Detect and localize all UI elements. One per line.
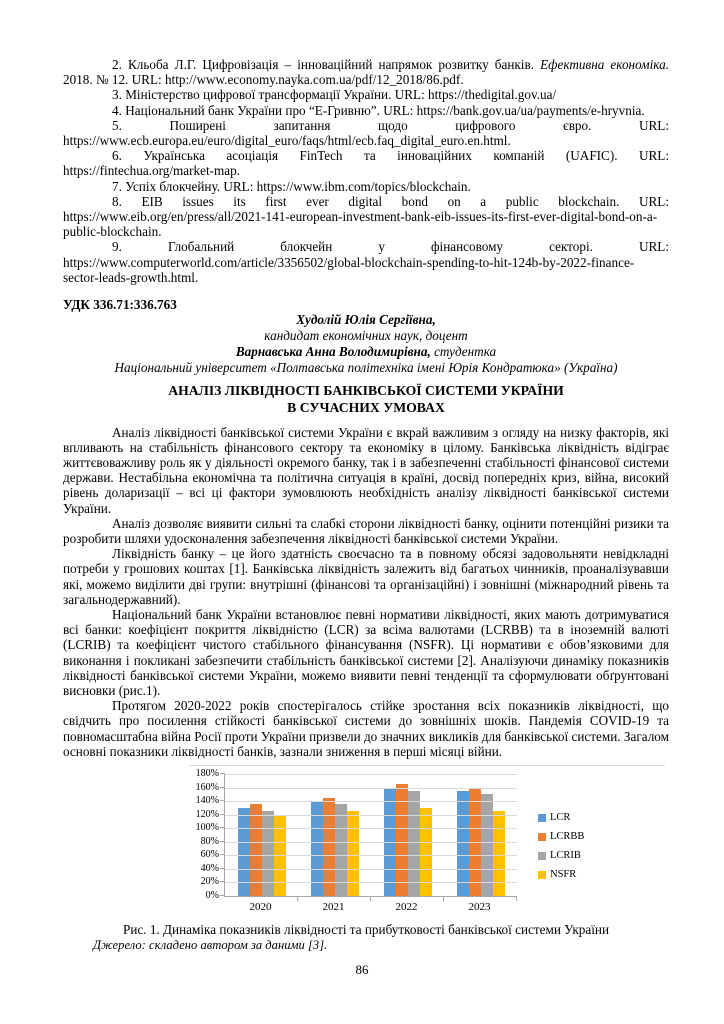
reference-item-5 (63, 118, 669, 148)
gridline (225, 855, 517, 856)
gridline (225, 801, 517, 802)
chart-x-axis (224, 901, 516, 913)
legend-swatch-icon (538, 871, 546, 879)
udc-code: УДК 336.71:336.763 (63, 297, 177, 313)
gridline (225, 828, 517, 829)
institution: Національний університет «Полтавська політехніка імені Юрія Кондратюка» (Україна) (114, 359, 618, 375)
gridline (225, 774, 517, 775)
chart-y-axis (189, 768, 222, 902)
reference-text: 8. EIB issues its first ever digital bond on a public blockchain. URL: https://www.eib.org/en/press/all/2021-141-european-investment-bank-eib-issues-its-first-ever-digital-bond-on-a-public-blockchain. (63, 193, 669, 240)
figure-1 (189, 765, 665, 918)
y-tick-label: 160% (195, 782, 219, 794)
reference-item-4 (63, 103, 669, 118)
y-tick-label: 180% (195, 768, 219, 780)
bar-group-2023 (444, 774, 517, 896)
figure-caption: Рис. 1. Динаміка показників ліквідності та прибутковості банківської системи України (123, 922, 609, 938)
bar-lcrib-2020 (262, 811, 274, 896)
reference-text: 9. Глобальний блокчейн у фінансовому секторі. URL: https://www.computerworld.com/article/3356502/global-blockchain-spending-to-hit-124b-by-2022-finance-sector-leads-growth.html. (63, 239, 669, 285)
x-tick-label: 2020 (249, 901, 272, 914)
legend-swatch-icon (538, 852, 546, 860)
y-tick-label: 120% (195, 809, 219, 821)
author-2-degree: студентка (430, 343, 497, 359)
liquidity-bar-chart (189, 766, 665, 918)
paragraph-1: Аналіз ліквідності банківської системи України є вкрай важливим з огляду на низку факторів, які впливають на стабільність фінансового сектору та економіку в цілому. Банківська ліквідність відіграє життєвоважливу роль як у діяльності окремого банку, так і в забезпеченні стабільності фінансової системи держави. Нестабільна економічна та політична ситуація в країні, досвід попередніх криз, війна, високий рівень доларизації – всі ці фактори зумовлюють необхідність аналізу ліквідності банківської системи України. (63, 424, 669, 516)
reference-item-6 (63, 148, 669, 178)
reference-text: 5. Поширені запитання щодо цифрового євро. URL: https://www.ecb.europa.eu/euro/digital_euro/faqs/html/ecb.faq_digital_euro.en.html. (63, 117, 669, 149)
paragraph-5: Протягом 2020-2022 років спостерігалось стійке зростання всіх показників ліквідності, що свідчить про посилення стійкості банківської системи до зовнішніх шоків. Пандемія COVID-19 та повномасштабна війна Росії проти України призвели до значних викликів для банківської системи. Загалом основні показники ліквідності банків, зазнали зниження в перші місяці війни. (63, 698, 669, 759)
reference-item-7 (63, 179, 669, 194)
paragraph-3: Ліквідність банку – це його здатність своєчасно та в повному обсязі задовольняти невідкладні потреби у грошових коштах [1]. Банківська ліквідність залежить від багатьох чинників, проаналізувавши які, можемо виділити дві групи: внутрішні (фінансові та організаційні) і зовнішні (міжнародний рівень та загальнодержавний). (63, 546, 669, 607)
y-tick-label: 140% (195, 795, 219, 807)
bar-group-2020 (225, 774, 298, 896)
gridline (225, 842, 517, 843)
reference-text: 3. Міністерство цифрової трансформації України. URL: https://thedigital.gov.ua/ (112, 87, 557, 103)
bar-lcr-2023 (457, 791, 469, 896)
legend-label: LCRIB (550, 850, 581, 862)
article-title (63, 383, 669, 416)
gridline (225, 882, 517, 883)
reference-item-2 (63, 57, 669, 87)
legend-item-lcrbb (538, 827, 584, 846)
legend-item-lcrib (538, 846, 584, 865)
legend-swatch-icon (538, 814, 546, 822)
x-tick-label: 2022 (395, 901, 418, 914)
figure-source: Джерело: складено автором за даними [3]. (93, 938, 328, 953)
reference-text: 6. Українська асоціація FinTech та інноваційних компаній (UAFIC). URL: https://fintechua.org/market-map. (63, 148, 669, 179)
reference-journal-italic: Ефективна економіка. (540, 57, 669, 72)
legend-item-nsfr (538, 865, 584, 884)
reference-item-3 (63, 87, 669, 102)
paragraph-4: Національний банк України встановлює певні нормативи ліквідності, яких мають дотримуватися всі банки: коефіцієнт покриття ліквідністю (LCR) за всіма валютами (LCRBB) та в іноземній валюті (LCRIB) та коефіцієнт чистого стабільного фінансування (NSFR). Ці нормативи є обов’язковими для виконання і покликані забезпечити стабільність банківської системи [2]. Аналізуючи динаміку показників ліквідності банківської системи України, можемо виявити певні тенденції та сформулювати обґрунтовані висновки (рис.1). (63, 607, 669, 699)
legend-label: NSFR (550, 869, 577, 881)
page-number: 86 (355, 962, 369, 977)
reference-text: 7. Успіх блокчейну. URL: https://www.ibm.com/topics/blockchain. (112, 178, 471, 194)
chart-bars (225, 774, 517, 896)
gridline (225, 869, 517, 870)
bar-group-2022 (371, 774, 444, 896)
legend-label: LCR (550, 812, 571, 824)
y-tick-label: 0% (205, 890, 219, 902)
author-2-line (63, 344, 669, 360)
gridline (225, 788, 517, 789)
y-tick-label: 100% (195, 822, 219, 834)
bar-group-2021 (298, 774, 371, 896)
y-tick-label: 60% (200, 849, 219, 861)
author-2-name: Варнавська Анна Володимирівна, (235, 343, 431, 359)
legend-swatch-icon (538, 833, 546, 841)
reference-item-9 (63, 239, 669, 285)
article-title-line-1: АНАЛІЗ ЛІКВІДНОСТІ БАНКІВСЬКОЇ СИСТЕМИ УКРАЇНИ (168, 383, 564, 399)
paragraph-2: Аналіз дозволяє виявити сильні та слабкі сторони ліквідності банку, оцінити потенційні ризики та розробити шляхи удосконалення забезпечення ліквідності банківської системи України. (63, 515, 669, 547)
y-tick-label: 40% (200, 863, 219, 875)
reference-item-8 (63, 194, 669, 240)
article-title-line-2: В СУЧАСНИХ УМОВАХ (287, 400, 445, 416)
bar-lcrib-2023 (481, 794, 493, 896)
author-1-name: Худолій Юлія Сергіївна, (296, 312, 436, 328)
bar-nsfr-2021 (347, 811, 359, 896)
chart-plot-area (224, 774, 517, 897)
chart-legend (538, 808, 584, 884)
legend-label: LCRBB (550, 831, 585, 843)
page-content (63, 57, 669, 953)
y-tick-label: 20% (200, 876, 219, 888)
bar-lcrib-2022 (408, 791, 420, 896)
reference-text: 2. Кльоба Л.Г. Цифровізація – інноваційний напрямок розвитку банків. (112, 57, 541, 72)
legend-item-lcr (538, 808, 584, 827)
gridline (225, 815, 517, 816)
bar-nsfr-2023 (493, 811, 505, 896)
reference-text: 4. Національний банк України про “Е-Гривню”. URL: https://bank.gov.ua/ua/payments/e-hryvnia. (112, 102, 645, 118)
x-tick-mark (516, 896, 517, 901)
x-tick-label: 2021 (322, 901, 345, 914)
y-tick-mark (220, 895, 225, 896)
reference-text: 2018. № 12. URL: http://www.economy.nayka.com.ua/pdf/12_2018/86.pdf. (63, 72, 464, 88)
author-1-degree: кандидат економічних наук, доцент (264, 328, 468, 344)
x-tick-label: 2023 (468, 901, 491, 914)
y-tick-label: 80% (200, 836, 219, 848)
